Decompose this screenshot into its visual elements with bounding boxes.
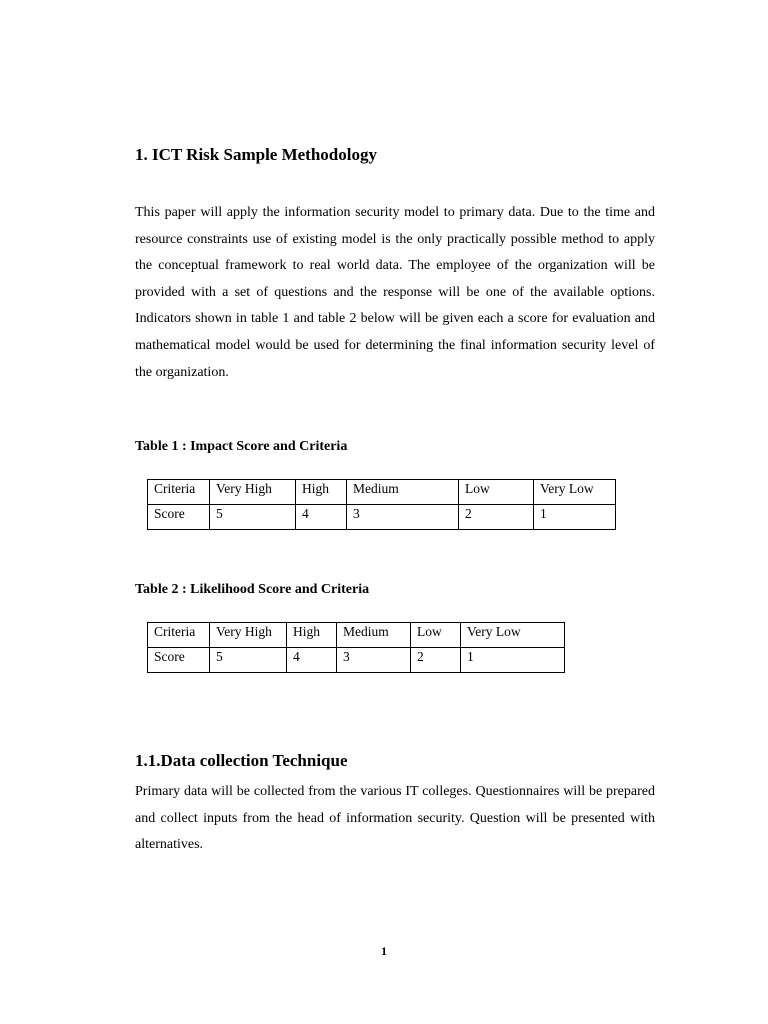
table-cell: Score xyxy=(148,505,210,530)
table-cell: High xyxy=(296,480,347,505)
table-cell: 4 xyxy=(287,648,337,673)
table-cell: Very Low xyxy=(461,623,565,648)
table-cell: Very High xyxy=(210,480,296,505)
table-cell: 2 xyxy=(459,505,534,530)
table-cell: 1 xyxy=(461,648,565,673)
table-cell: 3 xyxy=(337,648,411,673)
table-row xyxy=(148,648,565,673)
table-cell: Very High xyxy=(210,623,287,648)
table-cell: 3 xyxy=(347,505,459,530)
impact-score-table xyxy=(147,479,616,530)
table-row xyxy=(148,505,616,530)
table-cell: 2 xyxy=(411,648,461,673)
likelihood-score-table xyxy=(147,622,565,673)
table-cell: 5 xyxy=(210,505,296,530)
table-cell: 4 xyxy=(296,505,347,530)
table-cell: Score xyxy=(148,648,210,673)
table-cell: Medium xyxy=(347,480,459,505)
table-row xyxy=(148,623,565,648)
methodology-paragraph: This paper will apply the information security model to primary data. Due to the time and resource constraints use of existing model is the only practically possible method to apply the conceptual framework to real world data. The employee of the organization will be provided with a set of questions and the response will be one of the available options. Indicators shown in table 1 and table 2 below will be given each a score for evaluation and mathematical model would be used for determining the final information security level of the organization. xyxy=(135,205,655,380)
table-cell: Medium xyxy=(337,623,411,648)
table-cell: Very Low xyxy=(534,480,616,505)
section-heading-ict-risk: 1. ICT Risk Sample Methodology xyxy=(135,145,377,164)
table-cell: Criteria xyxy=(148,480,210,505)
table-row xyxy=(148,480,616,505)
table2-caption: Table 2 : Likelihood Score and Criteria xyxy=(135,582,370,597)
table1-caption: Table 1 : Impact Score and Criteria xyxy=(135,439,348,454)
table-cell: Low xyxy=(459,480,534,505)
table-cell: Low xyxy=(411,623,461,648)
section-heading-data-collection: 1.1.Data collection Technique xyxy=(135,751,348,770)
table-cell: 1 xyxy=(534,505,616,530)
data-collection-paragraph: Primary data will be collected from the various IT colleges. Questionnaires will be prepared and collect inputs from the head of information security. Question will be presented with alternatives. xyxy=(135,784,655,853)
table-cell: High xyxy=(287,623,337,648)
page-number: 1 xyxy=(381,944,387,958)
table-cell: 5 xyxy=(210,648,287,673)
table-cell: Criteria xyxy=(148,623,210,648)
